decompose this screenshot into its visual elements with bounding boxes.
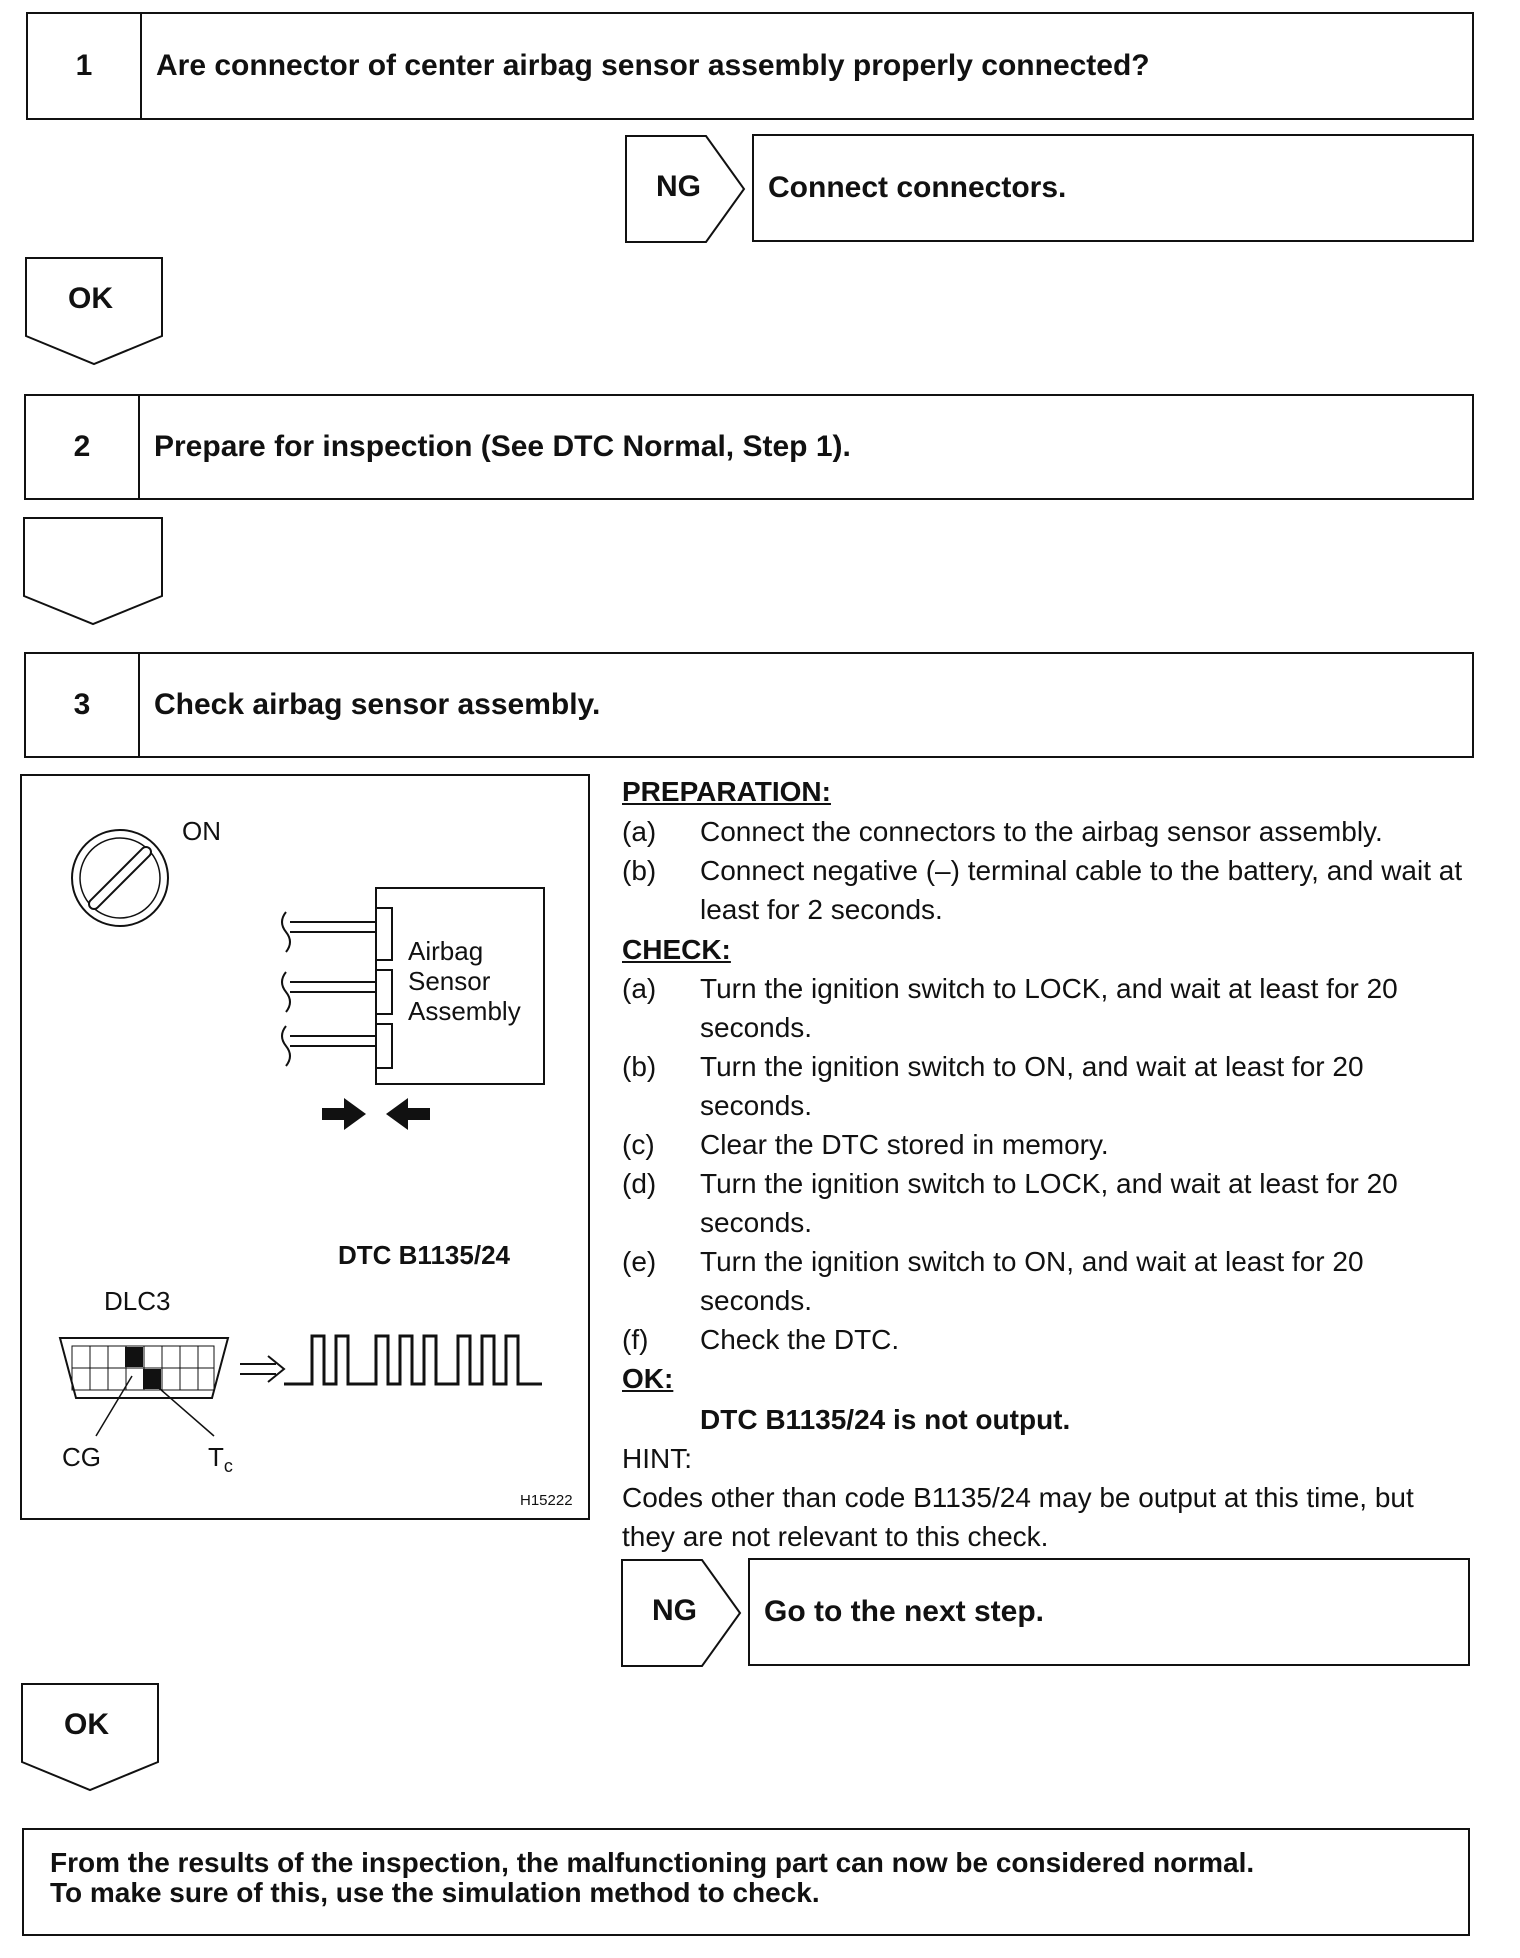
push-arrows-icon bbox=[322, 1098, 430, 1130]
dtc-waveform bbox=[284, 1336, 542, 1384]
ok-label: OK bbox=[68, 282, 113, 315]
connector-icon bbox=[282, 908, 392, 1068]
ng-action-text: Connect connectors. bbox=[768, 171, 1067, 204]
ng-label: NG bbox=[652, 1594, 697, 1627]
preparation-heading: PREPARATION: bbox=[622, 776, 831, 807]
item-text: Clear the DTC stored in memory. bbox=[700, 1129, 1109, 1160]
hint-text: Codes other than code B1135/24 may be output at this time, but they are not relevant to this check. bbox=[622, 1482, 1414, 1552]
item-key: (b) bbox=[622, 855, 657, 886]
step-title: Prepare for inspection (See DTC Normal, Step 1). bbox=[154, 430, 851, 463]
check-item bbox=[622, 1125, 1474, 1164]
ng-action-box bbox=[752, 134, 1474, 242]
tc-label bbox=[208, 1442, 233, 1477]
check-item bbox=[622, 1242, 1474, 1320]
item-text: Turn the ignition switch to ON, and wait at least for 20 seconds. bbox=[700, 1051, 1364, 1121]
sensor-label-line3: Assembly bbox=[408, 996, 521, 1026]
item-text: Turn the ignition switch to LOCK, and wait at least for 20 seconds. bbox=[700, 1168, 1398, 1238]
step-title: Check airbag sensor assembly. bbox=[154, 688, 601, 721]
ok-spec-heading: OK: bbox=[622, 1363, 674, 1394]
item-text: Connect the connectors to the airbag sensor assembly. bbox=[700, 816, 1383, 847]
item-key: (a) bbox=[622, 973, 657, 1004]
check-heading: CHECK: bbox=[622, 934, 731, 965]
conclusion-line-1: From the results of the inspection, the malfunctioning part can now be considered normal. bbox=[50, 1847, 1255, 1878]
ng-action-text: Go to the next step. bbox=[764, 1595, 1045, 1628]
tc-label-sub: c bbox=[223, 1456, 233, 1477]
step-number: 1 bbox=[28, 14, 142, 118]
continue-arrow-tag bbox=[22, 516, 164, 628]
check-item bbox=[622, 1164, 1474, 1242]
item-key: (c) bbox=[622, 1129, 655, 1160]
sensor-label-line2: Sensor bbox=[408, 966, 491, 996]
check-item bbox=[622, 969, 1474, 1047]
signal-arrow-icon bbox=[240, 1356, 284, 1382]
item-text: Check the DTC. bbox=[700, 1324, 900, 1355]
cg-label: CG bbox=[62, 1442, 101, 1472]
conclusion-box bbox=[22, 1828, 1470, 1936]
item-key: (a) bbox=[622, 816, 657, 847]
item-key: (e) bbox=[622, 1246, 657, 1277]
ignition-switch-icon bbox=[72, 830, 168, 926]
dlc3-label: DLC3 bbox=[104, 1286, 171, 1316]
ok-spec-text: DTC B1135/24 is not output. bbox=[700, 1404, 1071, 1435]
switch-on-label: ON bbox=[182, 816, 221, 846]
preparation-item bbox=[622, 812, 1474, 851]
preparation-item bbox=[622, 851, 1474, 929]
step-number: 3 bbox=[26, 654, 140, 756]
hint-heading: HINT: bbox=[622, 1443, 692, 1474]
dtc-label: DTC B1135/24 bbox=[338, 1240, 510, 1270]
step-number: 2 bbox=[26, 396, 140, 498]
step-title: Are connector of center airbag sensor assembly properly connected? bbox=[156, 49, 1150, 82]
item-key: (d) bbox=[622, 1168, 657, 1199]
ng-label: NG bbox=[656, 170, 701, 203]
figure-id: H15222 bbox=[520, 1492, 573, 1509]
item-text: Connect negative (–) terminal cable to the battery, and wait at least for 2 seconds. bbox=[700, 855, 1463, 925]
conclusion-line-2: To make sure of this, use the simulation method to check. bbox=[50, 1877, 820, 1908]
item-text: Turn the ignition switch to LOCK, and wait at least for 20 seconds. bbox=[700, 973, 1398, 1043]
step-1-box bbox=[26, 12, 1474, 120]
step-2-box bbox=[24, 394, 1474, 500]
tc-label-main: T bbox=[208, 1442, 224, 1472]
inspection-figure bbox=[20, 774, 590, 1520]
item-key: (f) bbox=[622, 1324, 649, 1355]
ok-label: OK bbox=[64, 1708, 109, 1741]
check-item bbox=[622, 1320, 1474, 1359]
check-item bbox=[622, 1047, 1474, 1125]
instructions-column bbox=[622, 772, 1474, 1572]
sensor-label-line1: Airbag bbox=[408, 936, 484, 966]
step-3-box bbox=[24, 652, 1474, 758]
figure-drawing bbox=[22, 776, 588, 1518]
item-text: Turn the ignition switch to ON, and wait at least for 20 seconds. bbox=[700, 1246, 1364, 1316]
dlc3-connector-icon bbox=[60, 1338, 228, 1436]
item-key: (b) bbox=[622, 1051, 657, 1082]
ng-action-box bbox=[748, 1558, 1470, 1666]
